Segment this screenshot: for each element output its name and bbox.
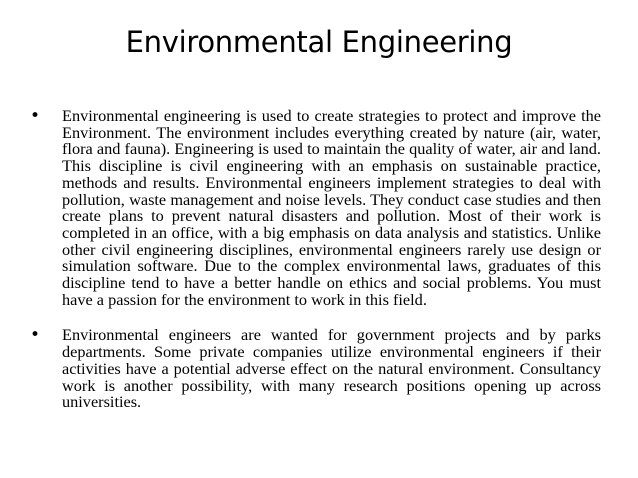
bullet-item (30, 108, 601, 308)
bullet-marker: • (30, 106, 41, 126)
bullet-list (30, 108, 601, 411)
slide-title: Environmental Engineering (125, 25, 513, 59)
bullet-text: Environmental engineering is used to create strategies to protect and improve the Environment. The environment includes everything created by nature (air, water, flora and fauna). Engineering is used to maintain the quality of water, air and land. This discipline is civil engineering with an emphasis on sustainable practice, methods and results. Environmental engineers implement strategies to deal with pollution, waste management and noise levels. They conduct case studies and then create plans to prevent natural disasters and pollution. Most of their work is completed in an office, with a big emphasis on data analysis and statistics. Unlike other civil engineering disciplines, environmental engineers rarely use design or simulation software. Due to the complex environmental laws, graduates of this discipline tend to have a better handle on ethics and social problems. You must have a passion for the environment to work in this field. (62, 106, 601, 309)
bullet-item (30, 327, 601, 411)
bullet-text: Environmental engineers are wanted for government projects and by parks departments. Some private companies utilize environmental engineers if their activities have a potential adverse effect on the natural environment. Consultancy work is another possibility, with many research positions opening up across universities. (62, 325, 601, 412)
bullet-marker: • (30, 325, 41, 346)
